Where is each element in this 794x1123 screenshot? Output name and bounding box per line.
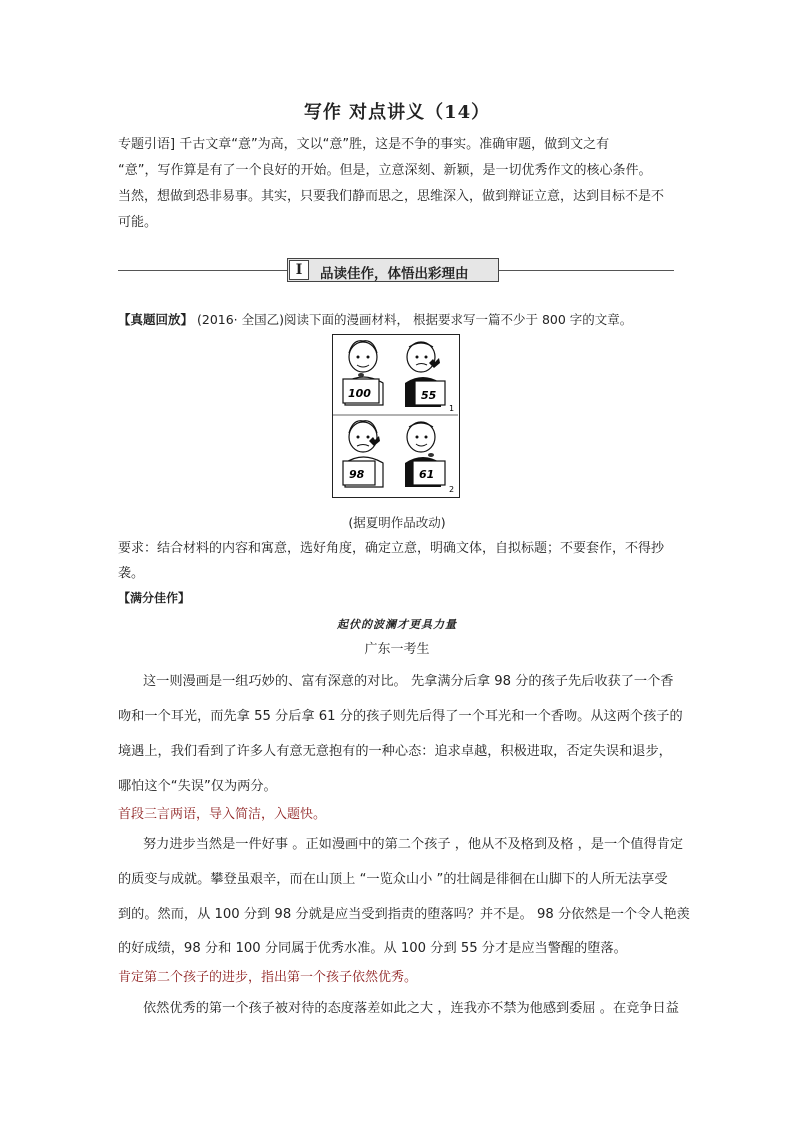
score-98: 98 <box>349 468 365 481</box>
intro-line: 可能。 <box>118 215 158 230</box>
essay-line: 依然优秀的第一个孩子被对待的态度落差如此之大 ，连我亦不禁为他感到委屈 。在竞争日益 <box>143 1001 679 1016</box>
panel-number-2: 2 <box>449 485 455 494</box>
score-61: 61 <box>419 468 435 481</box>
requirement-line: 要求：结合材料的内容和寓意，选好角度，确定立意，明确文体，自拟标题；不要套作，不得抄 <box>118 541 665 556</box>
panel-number-1: 1 <box>449 404 455 413</box>
page-title: 写作 对点讲义（14） <box>303 102 491 123</box>
score-55: 55 <box>421 389 437 402</box>
essay-line: 到的。然而，从 100 分到 98 分就是应当受到指责的堕落吗？并不是。 98 分依然是一个令人艳羡 <box>118 907 690 922</box>
requirement-line: 袭。 <box>118 566 145 581</box>
essay-title: 起伏的波澜才更具力量 <box>337 618 457 631</box>
prompt-line <box>118 310 632 328</box>
section-divider-right <box>499 270 674 271</box>
essay-line: 的好成绩，98 分和 100 分同属于优秀水准。从 100 分到 55 分才是应当警醒的堕落。 <box>118 941 627 956</box>
intro-line: 专题引语] 千古文章“意”为高，文以“意”胜，这是不争的事实。准确审题，做到文之有 <box>118 137 610 152</box>
essay-line: 哪怕这个“失误”仅为两分。 <box>118 779 277 794</box>
essay-author: 广东一考生 <box>364 642 430 657</box>
section-title: 品读佳作，体悟出彩理由 <box>320 266 469 282</box>
essay-line: 吻和一个耳光，而先拿 55 分后拿 61 分的孩子则先后得了一个耳光和一个香吻。从这两个孩子的 <box>118 709 683 724</box>
essay-line: 努力进步当然是一件好事 。正如漫画中的第二个孩子 ，他从不及格到及格 ，是一个值得肯定 <box>143 837 684 852</box>
section-number: I <box>289 260 309 280</box>
prompt-text: (2016· 全国乙)阅读下面的漫画材料， 根据要求写一篇不少于 800 字的文章。 <box>193 312 633 327</box>
essay-line: 这一则漫画是一组巧妙的、富有深意的对比。 先拿满分后拿 98 分的孩子先后收获了一个香 <box>143 674 674 689</box>
section-divider-left <box>118 270 287 271</box>
intro-line: “意”，写作算是有了一个良好的开始。但是，立意深刻、新颖，是一切优秀作文的核心条件。 <box>118 163 652 178</box>
prompt-label: 【真题回放】 <box>118 312 194 327</box>
essay-line: 的质变与成就。攀登虽艰辛，而在山顶上 “一览众山小 ”的壮阔是徘徊在山脚下的人所无法享受 <box>118 872 668 887</box>
score-100: 100 <box>348 387 371 400</box>
essay-comment-1: 首段三言两语，导入简洁，入题快。 <box>118 807 327 822</box>
essay-comment-2: 肯定第二个孩子的进步，指出第一个孩子依然优秀。 <box>118 970 418 985</box>
cartoon-image <box>332 334 460 498</box>
essay-line: 境遇上，我们看到了许多人有意无意抱有的一种心态：追求卓越，积极进取，否定失误和退步， <box>118 744 672 759</box>
model-essay-label: 【满分佳作】 <box>118 591 191 605</box>
cartoon-caption: (据夏明作品改动) <box>348 515 446 530</box>
intro-line: 当然，想做到恐非易事。其实，只要我们静而思之，思维深入，做到辩证立意，达到目标不是不 <box>118 189 665 204</box>
